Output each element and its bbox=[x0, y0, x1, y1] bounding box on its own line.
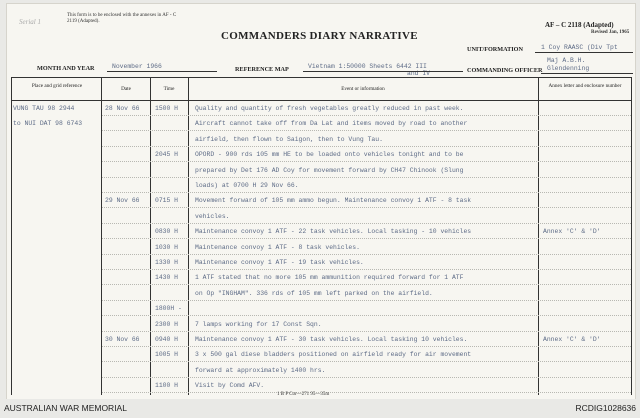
row-event: vehicles. bbox=[195, 212, 230, 220]
row-annex: Annex 'C' & 'D' bbox=[543, 336, 601, 343]
row-event: OPORD - 900 rds 105 mm HE to be loaded onto vehicles tonight and to be bbox=[195, 151, 464, 159]
archive-footer bbox=[0, 399, 640, 418]
row-date: 29 Nov 66 bbox=[105, 197, 140, 205]
row-event: 1 ATF stated that no more 105 mm ammunition required forward for 1 ATF bbox=[195, 274, 464, 282]
row-event: on Op "INGHAM". 336 rds of 105 mm left parked on the airfield. bbox=[195, 289, 433, 297]
ref-value-2: and IV bbox=[407, 70, 431, 77]
row-time: 1005 H bbox=[155, 351, 179, 359]
unit-value: 1 Coy RAASC (Div Tpt bbox=[541, 44, 618, 51]
col-annex: Annex letter and enclosure number bbox=[548, 83, 622, 89]
co-value-2: Glendenning bbox=[547, 65, 590, 72]
record-id: RCDIG1028636 bbox=[575, 403, 636, 413]
archive-name: AUSTRALIAN WAR MEMORIAL bbox=[4, 403, 127, 413]
row-event: Movement forward of 105 mm ammo begun. Maintenance convoy 1 ATF - 8 task bbox=[195, 197, 472, 205]
ref-value: Vietnam 1:50000 Sheets 6442 III bbox=[308, 63, 427, 70]
row-event: Quality and quantity of fresh vegetables greatly reduced in past week. bbox=[195, 105, 464, 112]
col-time: Time bbox=[163, 86, 175, 92]
form-code: AF – C 2118 (Adapted) bbox=[545, 21, 614, 29]
page-title: COMMANDERS DIARY NARRATIVE bbox=[221, 30, 418, 42]
form-instructions: This form is to be enclosed with the annexes in AF - C 2119 (Adapted). bbox=[67, 13, 177, 24]
row-event: 7 lamps working for 17 Const Sqn. bbox=[195, 320, 322, 328]
row-date: 30 Nov 66 bbox=[105, 336, 140, 343]
row-event: 3 x 500 gal diese bladders positioned on airfield ready for air movement bbox=[195, 351, 472, 359]
row-time: 1100 H bbox=[155, 382, 179, 390]
co-label: COMMANDING OFFICER bbox=[467, 67, 543, 74]
row-time: 0715 H bbox=[155, 197, 179, 205]
row-place: to NUI DAT 98 6743 bbox=[13, 120, 83, 128]
row-event: Maintenance convoy 1 ATF - 8 task vehicles. bbox=[195, 243, 360, 251]
col-date: Date bbox=[121, 86, 131, 92]
col-place: Place and grid reference bbox=[31, 83, 83, 89]
col-event: Event or information bbox=[341, 86, 385, 92]
co-value: Maj A.B.H. bbox=[547, 57, 586, 64]
row-event: loads) at 0700 H 29 Nov 66. bbox=[195, 182, 299, 189]
row-time: 1500 H bbox=[155, 105, 179, 112]
unit-label: UNIT/FORMATION bbox=[467, 46, 523, 53]
row-date: 28 Nov 66 bbox=[105, 105, 140, 112]
printer-mark: 1 B P Cor—271 95—35m bbox=[277, 392, 330, 397]
row-event: prepared by Det 176 AD Coy for movement forward by CH47 Chinook (Slung bbox=[195, 166, 464, 174]
ref-label: REFERENCE MAP bbox=[235, 66, 289, 73]
row-time: 1030 H bbox=[155, 243, 179, 251]
pencil-mark: Serial 1 bbox=[19, 18, 41, 26]
row-time: 0830 H bbox=[155, 228, 179, 236]
month-value: November 1966 bbox=[112, 63, 162, 70]
row-time: 1330 H bbox=[155, 259, 179, 266]
month-label: MONTH AND YEAR bbox=[37, 65, 95, 72]
row-event: forward at approximately 1400 hrs. bbox=[195, 366, 326, 374]
row-event: airfield, then flown to Saigon, then to Vung Tau. bbox=[195, 135, 383, 143]
revised-date: Revised Jan, 1965 bbox=[591, 30, 630, 35]
row-event: Maintenance convoy 1 ATF - 30 task vehicles. Local tasking 10 vehicles. bbox=[195, 336, 468, 343]
row-event: Visit by Comd AFV. bbox=[195, 382, 265, 390]
row-place: VUNG TAU 98 2944 bbox=[13, 105, 75, 112]
row-time: 0940 H bbox=[155, 336, 179, 343]
row-time: 1430 H bbox=[155, 274, 179, 282]
row-time: 1800H - bbox=[155, 305, 182, 313]
diary-sheet bbox=[6, 3, 636, 400]
row-time: 2045 H bbox=[155, 151, 179, 159]
row-time: 2300 H bbox=[155, 320, 179, 328]
row-event: Maintenance convoy 1 ATF - 19 task vehicles. bbox=[195, 259, 364, 266]
row-event: Maintenance convoy 1 ATF - 22 task vehicles. Local tasking - 10 vehicles bbox=[195, 228, 472, 236]
row-annex: Annex 'C' & 'D' bbox=[543, 228, 601, 236]
row-event: Aircraft cannot take off from Da Lat and items moved by road to another bbox=[195, 120, 468, 128]
